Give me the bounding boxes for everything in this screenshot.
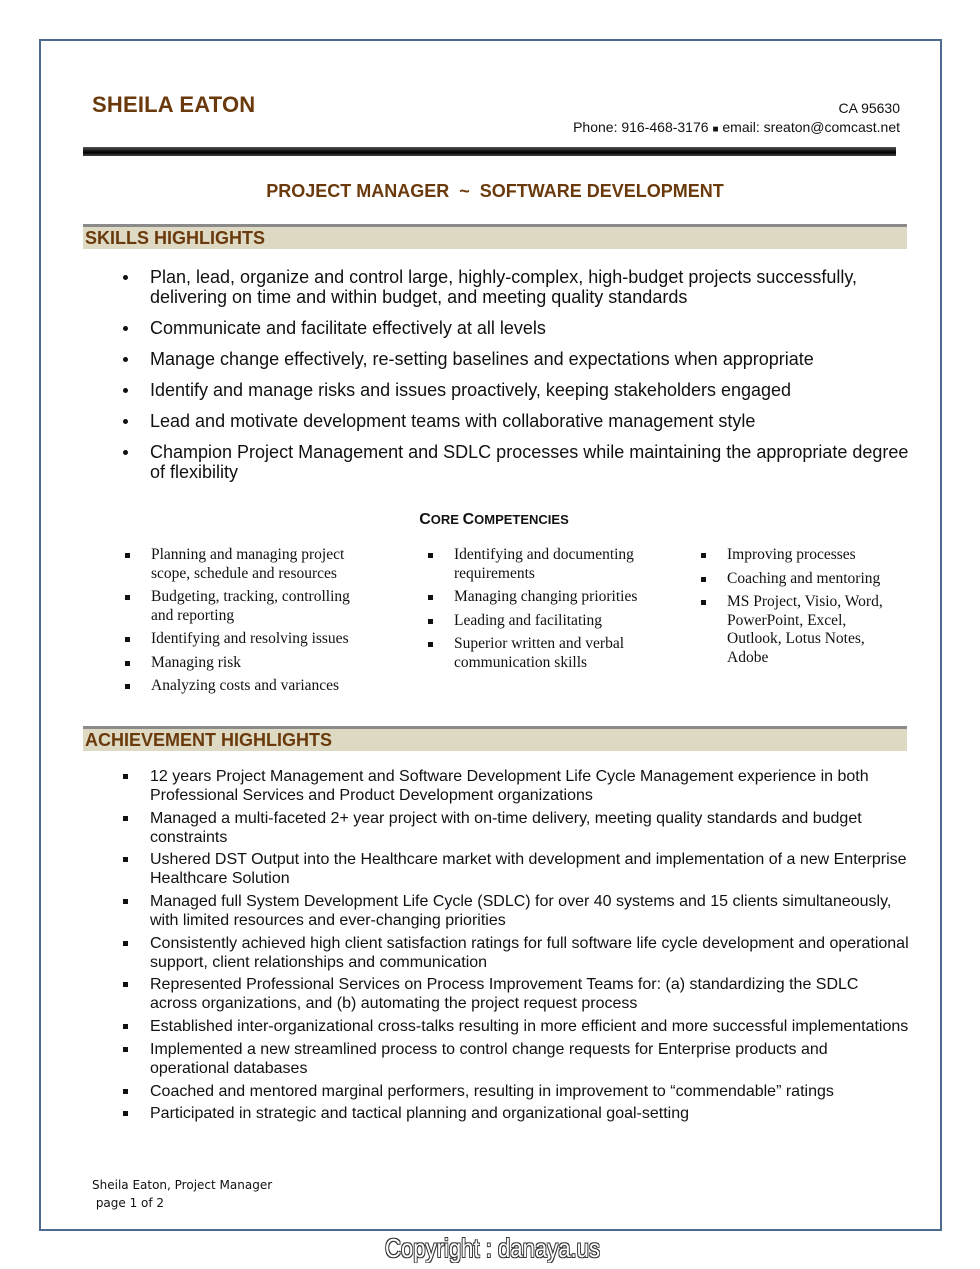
- list-item: Identifying and resolving issues: [151, 630, 376, 649]
- separator-square: ■: [712, 124, 719, 135]
- list-item: Communicate and facilitate effectively at all levels: [150, 318, 910, 338]
- list-item: Plan, lead, organize and control large, highly-complex, high-budget projects successfully, delivering on time and within budget, and meeting quality standards: [150, 267, 910, 307]
- list-item: Represented Professional Services on Process Improvement Teams for: (a) standardizing the SDLC across organizations, and (b) automating the project request process: [150, 975, 910, 1013]
- list-item: Identify and manage risks and issues proactively, keeping stakeholders engaged: [150, 380, 910, 400]
- core-competencies-heading: [0, 511, 980, 529]
- list-item: Analyzing costs and variances: [151, 677, 376, 696]
- list-item: MS Project, Visio, Word, PowerPoint, Excel, Outlook, Lotus Notes, Adobe: [727, 593, 902, 667]
- list-item: Managed a multi-faceted 2+ year project with on-time delivery, meeting quality standards and budget constraints: [150, 809, 910, 847]
- heading-part: C: [462, 511, 475, 528]
- list-item: Budgeting, tracking, controlling and reporting: [151, 588, 376, 625]
- skills-heading: SKILLS HIGHLIGHTS: [83, 224, 907, 249]
- list-item: Identifying and documenting requirements: [454, 546, 659, 583]
- list-item: Superior written and verbal communication skills: [454, 635, 659, 672]
- page-footer: [92, 1176, 272, 1212]
- competencies-column-3: [727, 546, 902, 672]
- contact-line: [573, 118, 900, 139]
- heading-part: C: [419, 511, 431, 528]
- candidate-name: SHEILA EATON: [92, 92, 256, 117]
- skills-list: [150, 267, 910, 493]
- achievements-heading: ACHIEVEMENT HIGHLIGHTS: [83, 726, 907, 751]
- header-divider: [83, 147, 896, 156]
- job-title: PROJECT MANAGER ~ SOFTWARE DEVELOPMENT: [266, 181, 724, 201]
- location: CA 95630: [838, 100, 900, 116]
- list-item: 12 years Project Management and Software Development Life Cycle Management experience in both Professional Services and Product Development organizations: [150, 767, 910, 805]
- list-item: Planning and managing project scope, schedule and resources: [151, 546, 376, 583]
- phone: Phone: 916-468-3176: [573, 119, 709, 135]
- footer-author: Sheila Eaton, Project Manager: [92, 1178, 273, 1192]
- email: email: sreaton@comcast.net: [722, 119, 900, 135]
- list-item: Improving processes: [727, 546, 902, 565]
- heading-part: OMPETENCIES: [474, 512, 569, 527]
- list-item: Established inter-organizational cross-talks resulting in more efficient and more successful implementations: [150, 1018, 909, 1036]
- copyright-watermark: Copyright : danaya.us: [385, 1233, 600, 1263]
- list-item: Managing risk: [151, 654, 376, 673]
- list-item: Consistently achieved high client satisfaction ratings for full software life cycle development and operational support, client relationships and communication: [150, 934, 909, 971]
- list-item: Participated in strategic and tactical planning and organizational goal-setting: [150, 1104, 910, 1123]
- competencies-column-1: [151, 546, 376, 701]
- list-item: Lead and motivate development teams with collaborative management style: [150, 411, 910, 431]
- list-item: Managing changing priorities: [454, 588, 659, 607]
- list-item: Managed full System Development Life Cycle (SDLC) for over 40 systems and 15 clients simultaneously, with limited resources and ever-changing priorities: [150, 892, 910, 930]
- list-item: Manage change effectively, re-setting baselines and expectations when appropriate: [150, 349, 910, 369]
- list-item: Coaching and mentoring: [727, 570, 902, 589]
- heading-part: ORE: [430, 512, 463, 527]
- list-item: Ushered DST Output into the Healthcare market with development and implementation of a new Enterprise Healthcare Solution: [150, 850, 910, 888]
- list-item: Champion Project Management and SDLC processes while maintaining the appropriate degree of flexibility: [150, 442, 909, 482]
- list-item: Leading and facilitating: [454, 612, 659, 631]
- list-item: Implemented a new streamlined process to control change requests for Enterprise products and operational databases: [150, 1040, 910, 1078]
- competencies-column-2: [454, 546, 659, 677]
- page-number: page 1 of 2: [92, 1196, 165, 1210]
- contact-info: [573, 99, 900, 139]
- list-item: Coached and mentored marginal performers, resulting in improvement to “commendable” ratings: [150, 1082, 910, 1101]
- achievements-list: [150, 767, 910, 1127]
